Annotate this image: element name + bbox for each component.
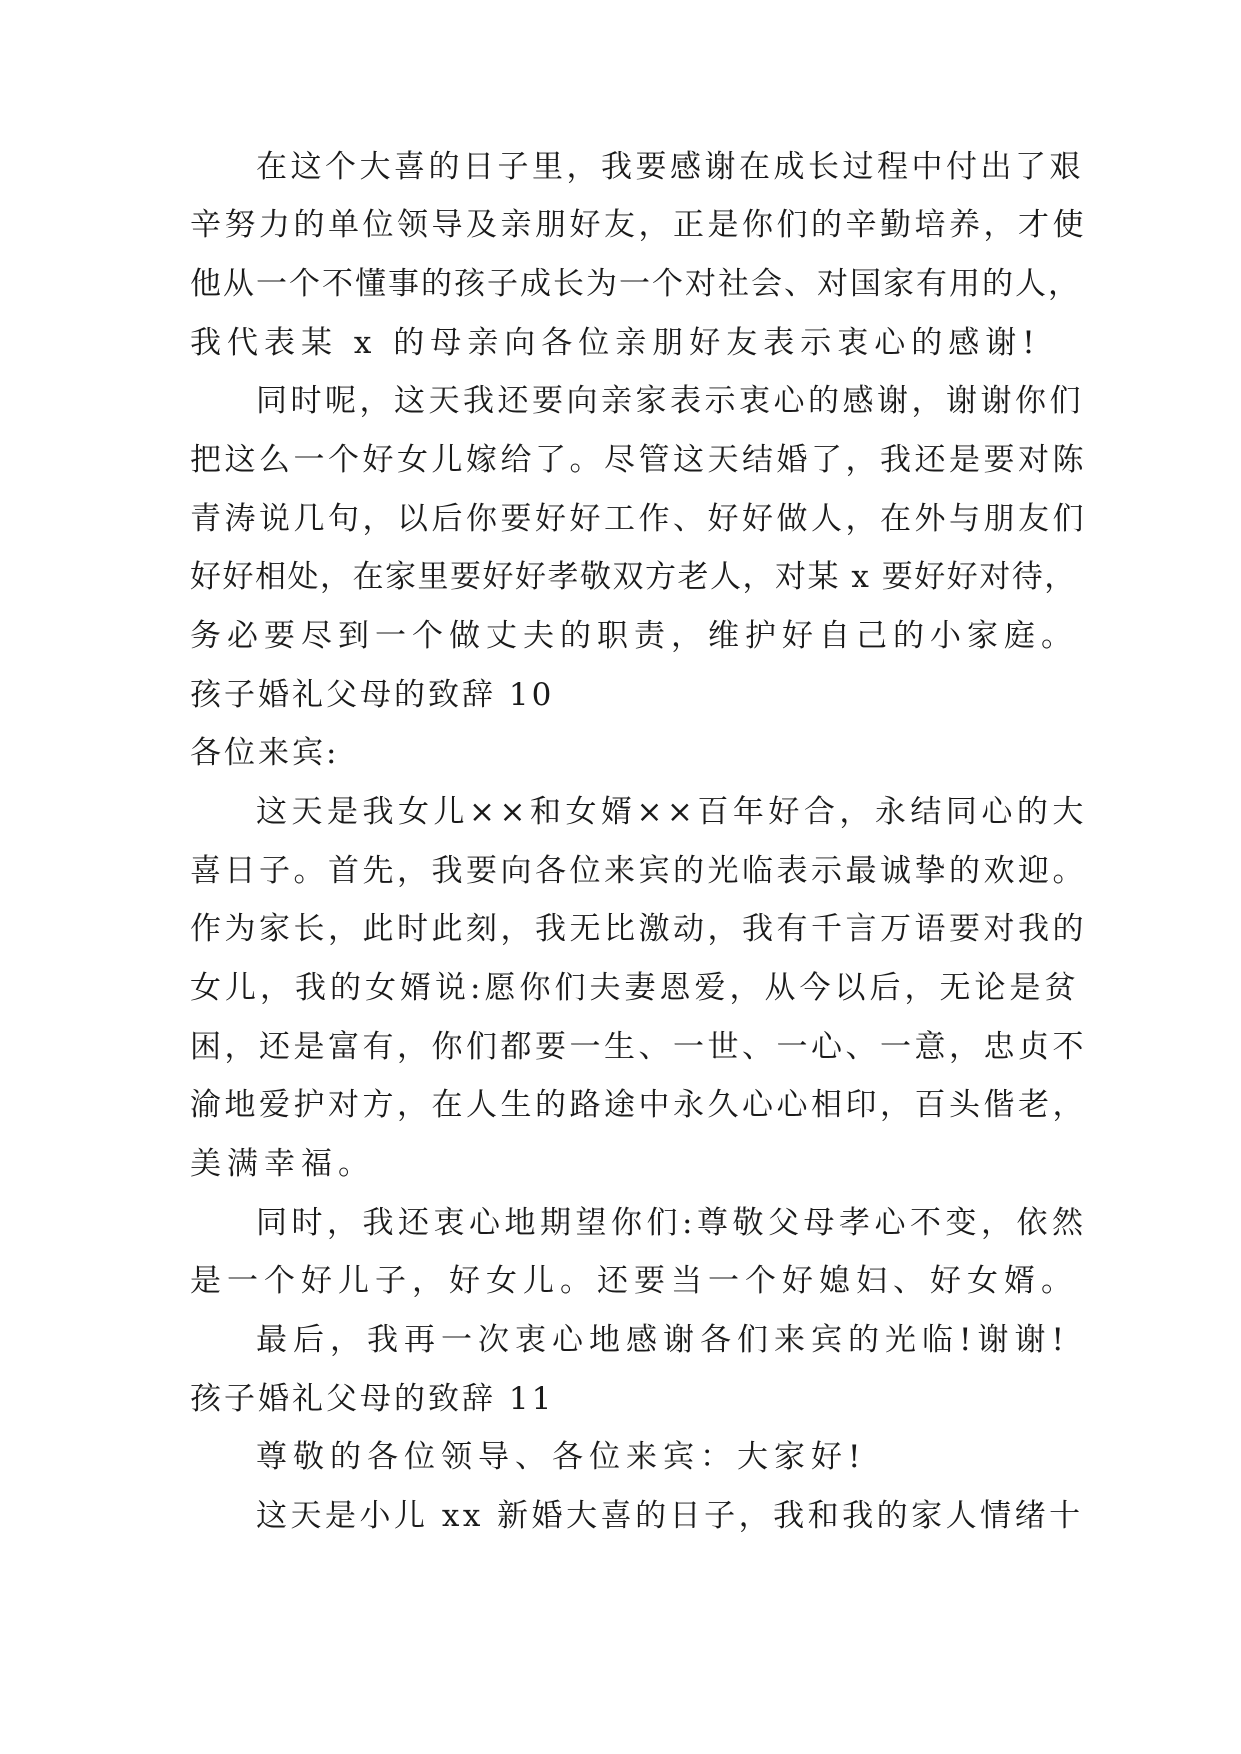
- text-line: 最后，我再一次衷心地感谢各们来宾的光临!谢谢!: [256, 1322, 1070, 1358]
- text-line: 辛努力的单位领导及亲朋好友，正是你们的辛勤培养，才使: [190, 207, 1087, 243]
- text-line: 同时呢，这天我还要向亲家表示衷心的感谢，谢谢你们: [256, 383, 1084, 419]
- text-line: 尊敬的各位领导、各位来宾：大家好!: [256, 1439, 867, 1475]
- text-line: 美满幸福。: [190, 1146, 375, 1182]
- text-line: 好好相处，在家里要好好孝敬双方老人，对某 x 要好好对待，: [190, 559, 1077, 595]
- text-line: 这天是我女儿××和女婿××百年好合，永结同心的大: [256, 794, 1088, 830]
- salutation: 各位来宾:: [190, 735, 340, 771]
- text-line: 务必要尽到一个做丈夫的职责，维护好自己的小家庭。: [190, 618, 1078, 654]
- text-line: 同时，我还衷心地期望你们:尊敬父母孝心不变，依然: [256, 1205, 1088, 1241]
- text-line: 是一个好儿子，好女儿。还要当一个好媳妇、好女婿。: [190, 1263, 1078, 1299]
- section-heading: 孩子婚礼父母的致辞 10: [190, 677, 555, 713]
- text-line: 把这么一个好女儿嫁给了。尽管这天结婚了，我还是要对陈: [190, 442, 1087, 478]
- text-line: 在这个大喜的日子里，我要感谢在成长过程中付出了艰: [256, 149, 1084, 185]
- text-line: 作为家长，此时此刻，我无比激动，我有千言万语要对我的: [190, 911, 1087, 947]
- section-heading: 孩子婚礼父母的致辞 11: [190, 1381, 555, 1417]
- text-line: 喜日子。首先，我要向各位来宾的光临表示最诚挚的欢迎。: [190, 853, 1087, 889]
- text-line: 他从一个不懂事的孩子成长为一个对社会、对国家有用的人，: [190, 266, 1081, 302]
- text-line: 我代表某 x 的母亲向各位亲朋好友表示衷心的感谢!: [190, 325, 1041, 361]
- text-line: 这天是小儿 xx 新婚大喜的日子，我和我的家人情绪十: [256, 1498, 1084, 1534]
- text-line: 困，还是富有，你们都要一生、一世、一心、一意，忠贞不: [190, 1029, 1087, 1065]
- text-line: 渝地爱护对方，在人生的路途中永久心心相印，百头偕老，: [190, 1087, 1087, 1123]
- text-line: 青涛说几句，以后你要好好工作、好好做人，在外与朋友们: [190, 501, 1087, 537]
- text-line: 女儿，我的女婿说:愿你们夫妻恩爱，从今以后，无论是贫: [190, 970, 1080, 1006]
